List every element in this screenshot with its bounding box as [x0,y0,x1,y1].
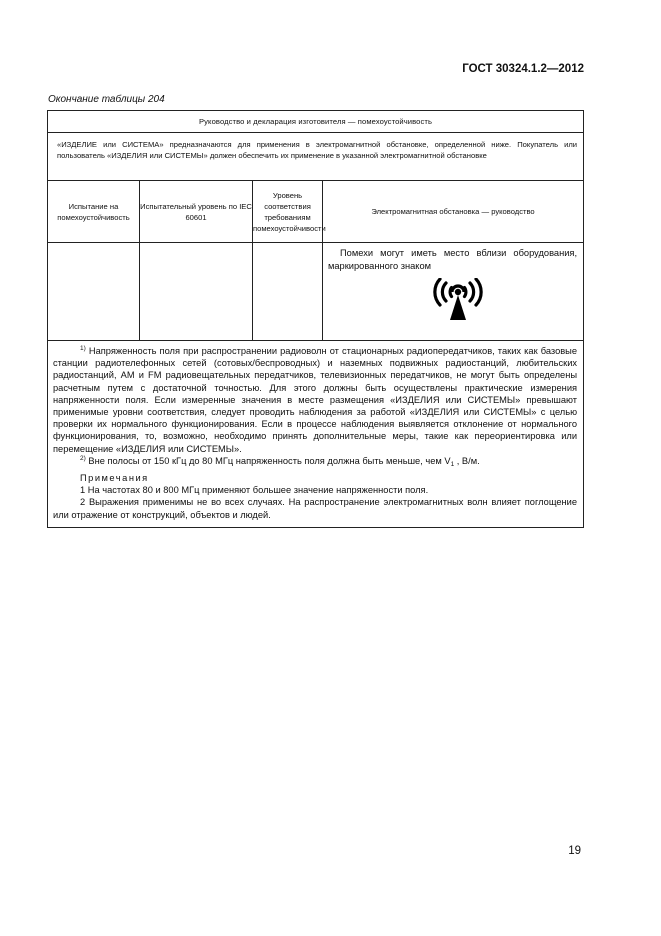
cell-test-level [140,243,253,341]
standard-code: ГОСТ 30324.1.2—2012 [462,63,584,75]
table-intro: «ИЗДЕЛИЕ или СИСТЕМА» предназначаются для применения в электромагнитной обстановке, определенной ниже. Покупатель или пользователь «ИЗДЕЛИЯ или СИСТЕМЫ» должен обеспечить их применение в указанной электромагнитной обстановке [48,133,584,181]
footnote-1-text: Напряженность поля при распространении радиоволн от стационарных радиопередатчиков, таких как базовые станции радиотелефонных сетей (сотовых/беспроводных) и наземных подвижных радиостанций, любительских радиостанций, AM и FM радиовещательных передатчиков, телевизионных передатчиков, не могут быть определены расчетным путем с достаточной точностью. Для этого должны быть осуществлены практические измерения напряженности поля. Если измеренные значения в месте размещения «ИЗДЕЛИЯ или СИСТЕМЫ» превышают применимые уровни соответствия, следует проводить наблюдения за работой «ИЗДЕЛИЯ или СИСТЕМЫ» с целью проверки их нормального функционирования. Если в процессе наблюдения выявляется отклонение от нормального функционирования, то, возможно, необходимо принять дополнительные меры, такие как переориентировка или перемещение «ИЗДЕЛИЯ или СИСТЕМЫ». [53,346,578,454]
column-header-test-level: Испытательный уровень по IEC 60601 [140,181,253,243]
immunity-table [47,110,584,528]
notes-title: Примечания [80,473,149,484]
footnote-2-tail: , В/м. [454,455,480,466]
column-header-guidance: Электромагнитная обстановка — руководство [323,181,584,243]
table-title: Руководство и декларация изготовителя — помехоустойчивость [48,111,584,133]
footnotes-cell [48,341,584,528]
page-number: 19 [568,845,581,857]
guidance-text: Помехи могут иметь место вблизи оборудования, маркированного знаком [328,248,578,271]
cell-compliance-level [253,243,323,341]
column-header-test: Испытание на помехоустойчивость [48,181,140,243]
footnote-2-text: Вне полосы от 150 кГц до 80 МГц напряженность поля должна быть меньше, чем V [88,455,451,466]
note-item: 1 На частотах 80 и 800 МГц применяют большее значение напряженности поля. [80,485,429,496]
footnote-2 [53,455,577,467]
footnote-1-marker: 1) [80,345,86,352]
cell-test [48,243,140,341]
cell-guidance [323,243,584,341]
footnote-2-subscript: 1 [450,460,455,468]
note-item: 2 Выражения применимы не во всех случаях. На распространение электромагнитных волн влияет поглощение или отражение от конструкций, объектов и людей. [53,497,578,520]
footnote-2-marker: 2) [80,454,86,462]
non-ionizing-radiation-icon [431,278,485,322]
footnote-1 [53,345,577,455]
column-header-compliance-level: Уровень соответствия требованиям помехоустойчивости [253,181,323,243]
table-caption: Окончание таблицы 204 [48,94,165,105]
